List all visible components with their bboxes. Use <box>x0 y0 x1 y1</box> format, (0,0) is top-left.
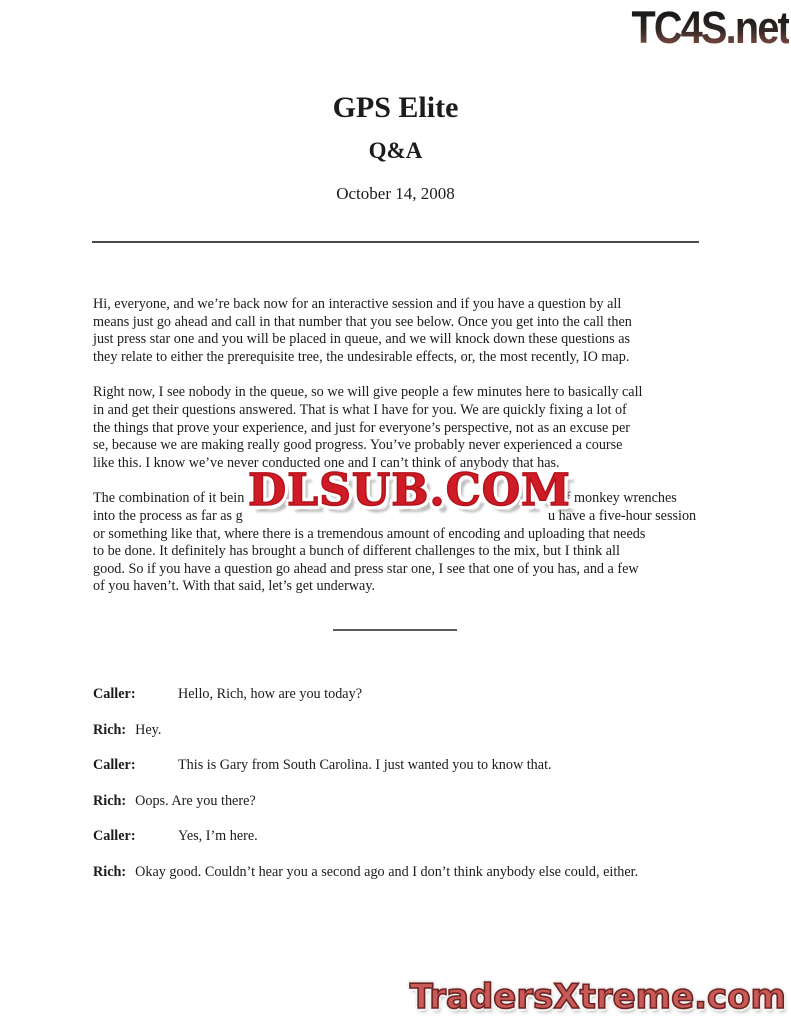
speech-text: Hey. <box>135 721 162 738</box>
text-fragment-left: The combination of it bein <box>93 490 245 507</box>
paragraph-line: like this. I know we’ve never conducted one and I can’t think of anybody that has. <box>93 454 560 471</box>
text-fragment-right: u have a five-hour session <box>548 507 697 524</box>
document-date: October 14, 2008 <box>336 184 455 203</box>
dialogue-entry <box>93 793 733 811</box>
speaker-label: Caller: <box>93 757 136 774</box>
text-fragment-right: h of monkey wrenches <box>548 490 677 507</box>
speaker-label: Caller: <box>93 685 136 702</box>
speech-text: Hello, Rich, how are you today? <box>178 685 362 702</box>
paragraph-line: of you haven’t. With that said, let’s get underway. <box>93 578 376 595</box>
document-subtitle: Q&A <box>368 138 423 163</box>
paragraph-line: or something like that, where there is a tremendous amount of encoding and uploading that needs <box>93 525 646 542</box>
speaker-label: Rich: <box>93 721 127 738</box>
body-text <box>93 296 733 596</box>
paragraph-line: good. So if you have a question go ahead and press star one, I see that one of you has, and a few <box>93 560 639 577</box>
paragraph-line: the things that prove your experience, and just for everyone’s perspective, not as an excuse per <box>93 419 630 436</box>
paragraph-line: they relate to either the prerequisite tree, the undesirable effects, or, the most recently, IO map. <box>93 348 630 365</box>
speech-text: Yes, I’m here. <box>178 828 258 845</box>
speech-text: Oops. Are you there? <box>135 792 256 809</box>
text-fragment-left: into the process as far as g <box>93 507 243 524</box>
speaker-label: Rich: <box>93 863 127 880</box>
paragraph-line: se, because we are making really good progress. You’ve probably never experienced a course <box>93 437 623 454</box>
tradersxtreme-logo: TradersXtreme.com <box>409 977 786 1017</box>
paragraph-line: to be done. It definitely has brought a bunch of different challenges to the mix, but I think all <box>93 543 620 560</box>
section-divider <box>333 629 457 631</box>
dialogue-section <box>93 686 733 882</box>
dialogue-entry <box>93 722 733 740</box>
dialogue-entry <box>93 757 733 775</box>
dlsub-watermark: DLSUB.COM <box>248 465 571 517</box>
speaker-label: Caller: <box>93 828 136 845</box>
horizontal-rule <box>92 241 699 243</box>
speech-text: Okay good. Couldn’t hear you a second ago and I don’t think anybody else could, either. <box>135 863 639 880</box>
paragraph-line: Hi, everyone, and we’re back now for an interactive session and if you have a question by all <box>93 296 622 312</box>
paragraph-line: Right now, I see nobody in the queue, so we will give people a few minutes here to basically call <box>93 384 643 401</box>
document-title: GPS Elite <box>332 91 459 124</box>
speech-text: This is Gary from South Carolina. I just wanted you to know that. <box>178 757 552 774</box>
paragraph <box>93 465 733 596</box>
dialogue-entry <box>93 686 733 704</box>
speaker-label: Rich: <box>93 792 127 809</box>
paragraph-line: in and get their questions answered. That is what I have for you. We are quickly fixing a lot of <box>93 401 627 418</box>
dialogue-entry <box>93 864 733 882</box>
paragraph <box>93 296 733 366</box>
dialogue-entry <box>93 828 733 846</box>
paragraph-line: means just go ahead and call in that number that you see below. Once you get into the call then <box>93 313 632 330</box>
paragraph-line: just press star one and you will be placed in queue, and we will knock down these questions as <box>93 331 631 348</box>
paragraph <box>93 384 733 472</box>
tc4s-logo: TC4S.net <box>631 2 789 53</box>
